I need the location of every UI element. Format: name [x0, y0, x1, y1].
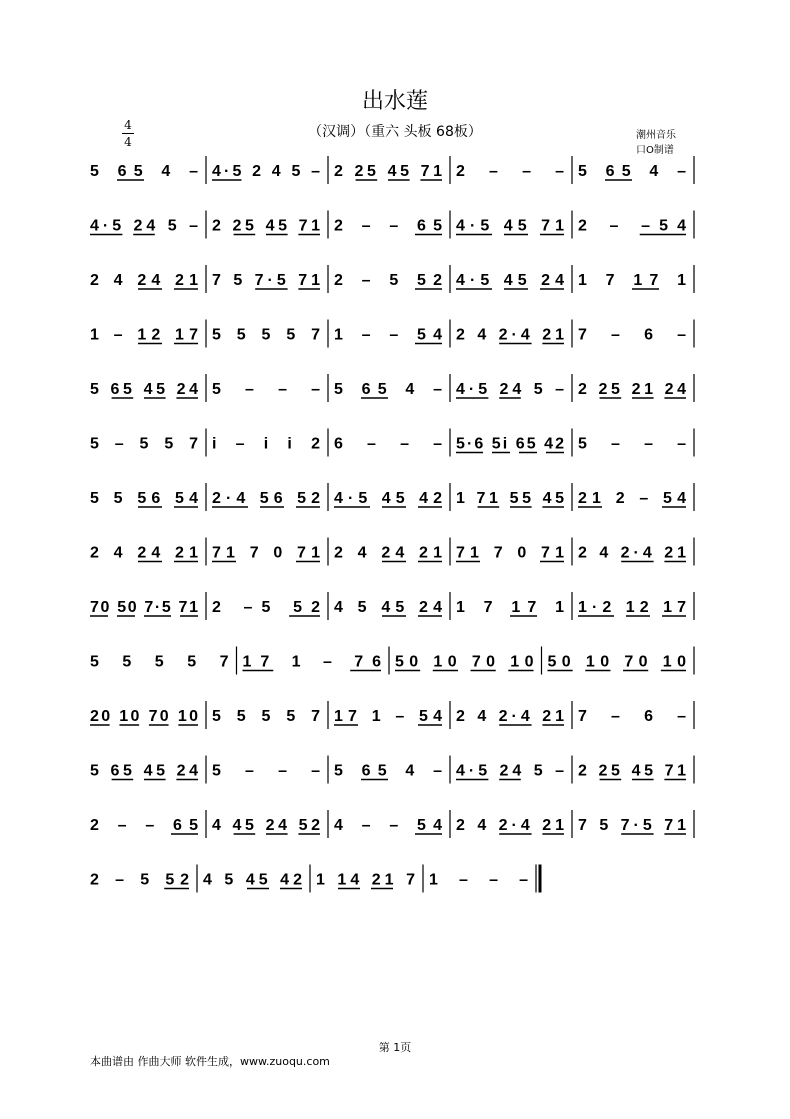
measure: 71 7 0 71	[456, 544, 564, 562]
score-line	[90, 756, 694, 784]
measure: 2 –5 52	[212, 599, 320, 616]
measure: 1 71 55 45	[456, 490, 564, 507]
measure: 1 7 17 1	[456, 599, 564, 616]
measure: 5·6 5i 65 42	[456, 435, 564, 453]
measure: 2 4 2·4 21	[456, 326, 564, 344]
measure: 4·5 24 5 –	[456, 381, 564, 398]
generator-note: 本曲谱由 作曲大师 软件生成，www.zuoqu.com	[90, 1055, 330, 1068]
measure: 4·5 45 24	[456, 272, 564, 289]
measure: 5 – – –	[212, 762, 320, 780]
measure: 5 5 5 5 7	[212, 708, 320, 725]
measure: 2 – 5 52	[90, 871, 189, 889]
measure: 17 1 – 54	[334, 708, 442, 725]
score-line	[90, 647, 694, 675]
measure: 4 – – 54	[334, 817, 442, 834]
measure: 2 4 2·4 21	[578, 544, 686, 562]
measure: 4·5 24 5 –	[90, 217, 198, 235]
measure: 2 – –54	[578, 217, 686, 235]
measure: 7 5 7·5 71	[212, 272, 320, 289]
measure: 5 – – –	[578, 435, 686, 453]
credit-line-1: 潮州音乐	[636, 130, 676, 141]
score-line	[90, 265, 694, 293]
measure: 4·5 45 71	[456, 217, 564, 235]
time-signature-numerator: 4	[124, 118, 132, 132]
score-line	[90, 810, 694, 838]
measure: 5 65 45 24	[90, 762, 198, 780]
credit-line-2: 口O制谱	[636, 145, 674, 156]
score-line	[90, 429, 694, 457]
measure: 4 45 24 52	[212, 817, 320, 834]
measure: 2·4 56 52	[212, 490, 320, 507]
score-line	[90, 156, 694, 184]
time-signature-denominator: 4	[124, 135, 132, 149]
measure: 5 5 5 5 7	[90, 653, 229, 671]
measure: 5 5 56 54	[90, 490, 198, 507]
measure: 50 10 70 10	[547, 653, 686, 671]
score-line	[90, 374, 694, 402]
measure: 5 65 4 –	[578, 163, 686, 180]
score-line	[90, 865, 540, 893]
measure: 2 – 5 52	[334, 272, 442, 289]
measure: 1 – 12 17	[90, 326, 198, 344]
measure: 17 1 – 76	[242, 653, 381, 671]
score-line	[90, 701, 694, 729]
page-title: 出水莲	[361, 89, 428, 114]
measure: 2 25 21 24	[578, 381, 686, 398]
measure: 20 10 70 10	[90, 708, 198, 725]
score-line	[90, 320, 694, 348]
score-line	[90, 211, 694, 239]
measure: 4 5 45 24	[334, 599, 442, 616]
measure: 1 14 21 7	[316, 871, 415, 889]
measure: 70 50 7·5 71	[90, 599, 198, 616]
measure: 5 – – –	[212, 381, 320, 398]
measure: 7 5 7·5 71	[578, 817, 686, 834]
measure: 4·5 45 42	[334, 490, 442, 507]
measure: 1 – – –	[429, 871, 528, 889]
score-line	[90, 538, 694, 566]
measure: 1 7 17 1	[578, 272, 686, 289]
score-line	[90, 483, 694, 511]
measure: 1 – – 54	[334, 326, 442, 344]
measure: 71 7 0 71	[212, 544, 320, 562]
measure: 7 – 6 –	[578, 326, 686, 344]
measure: 2 25 45 71	[334, 163, 442, 180]
measure: 2 – – 65	[90, 817, 198, 834]
measure: 5 65 4 –	[334, 381, 442, 398]
measure: 7 – 6 –	[578, 708, 686, 725]
score-line	[90, 592, 694, 620]
measure: 4·5 2 4 5 –	[212, 163, 320, 180]
measure: 2 4 2·4 21	[456, 708, 564, 725]
measure: 2 4 2·4 21	[456, 817, 564, 834]
measure: 2 4 24 21	[90, 272, 198, 289]
measure: 6 – – –	[334, 435, 442, 453]
measure: 5 65 4 –	[334, 762, 442, 780]
measure: 2 – – 65	[334, 217, 442, 235]
measure: 4·5 24 5 –	[456, 762, 564, 780]
measure: i – i i 2	[212, 435, 320, 453]
measure: 1·2 12 17	[578, 599, 686, 616]
measure: 2 25 45 71	[578, 762, 686, 780]
measure: 4 5 45 42	[203, 871, 302, 889]
measure: 5 5 5 5 7	[212, 326, 320, 344]
measure: 21 2 – 54	[578, 490, 686, 507]
measure: 2 4 24 21	[334, 544, 442, 562]
measure: 5 65 4 –	[90, 163, 198, 180]
page-subtitle: （汉调）（重六 头板 68板）	[308, 124, 482, 140]
measure: 5 – 5 5 7	[90, 435, 198, 453]
measure: 2 4 24 21	[90, 544, 198, 562]
page-number: 第 1页	[378, 1041, 412, 1054]
measure: 2 25 45 71	[212, 217, 320, 235]
measure: 50 10 70 10	[395, 653, 534, 671]
measure: 2 – – –	[456, 163, 564, 180]
measure: 5 65 45 24	[90, 381, 198, 398]
